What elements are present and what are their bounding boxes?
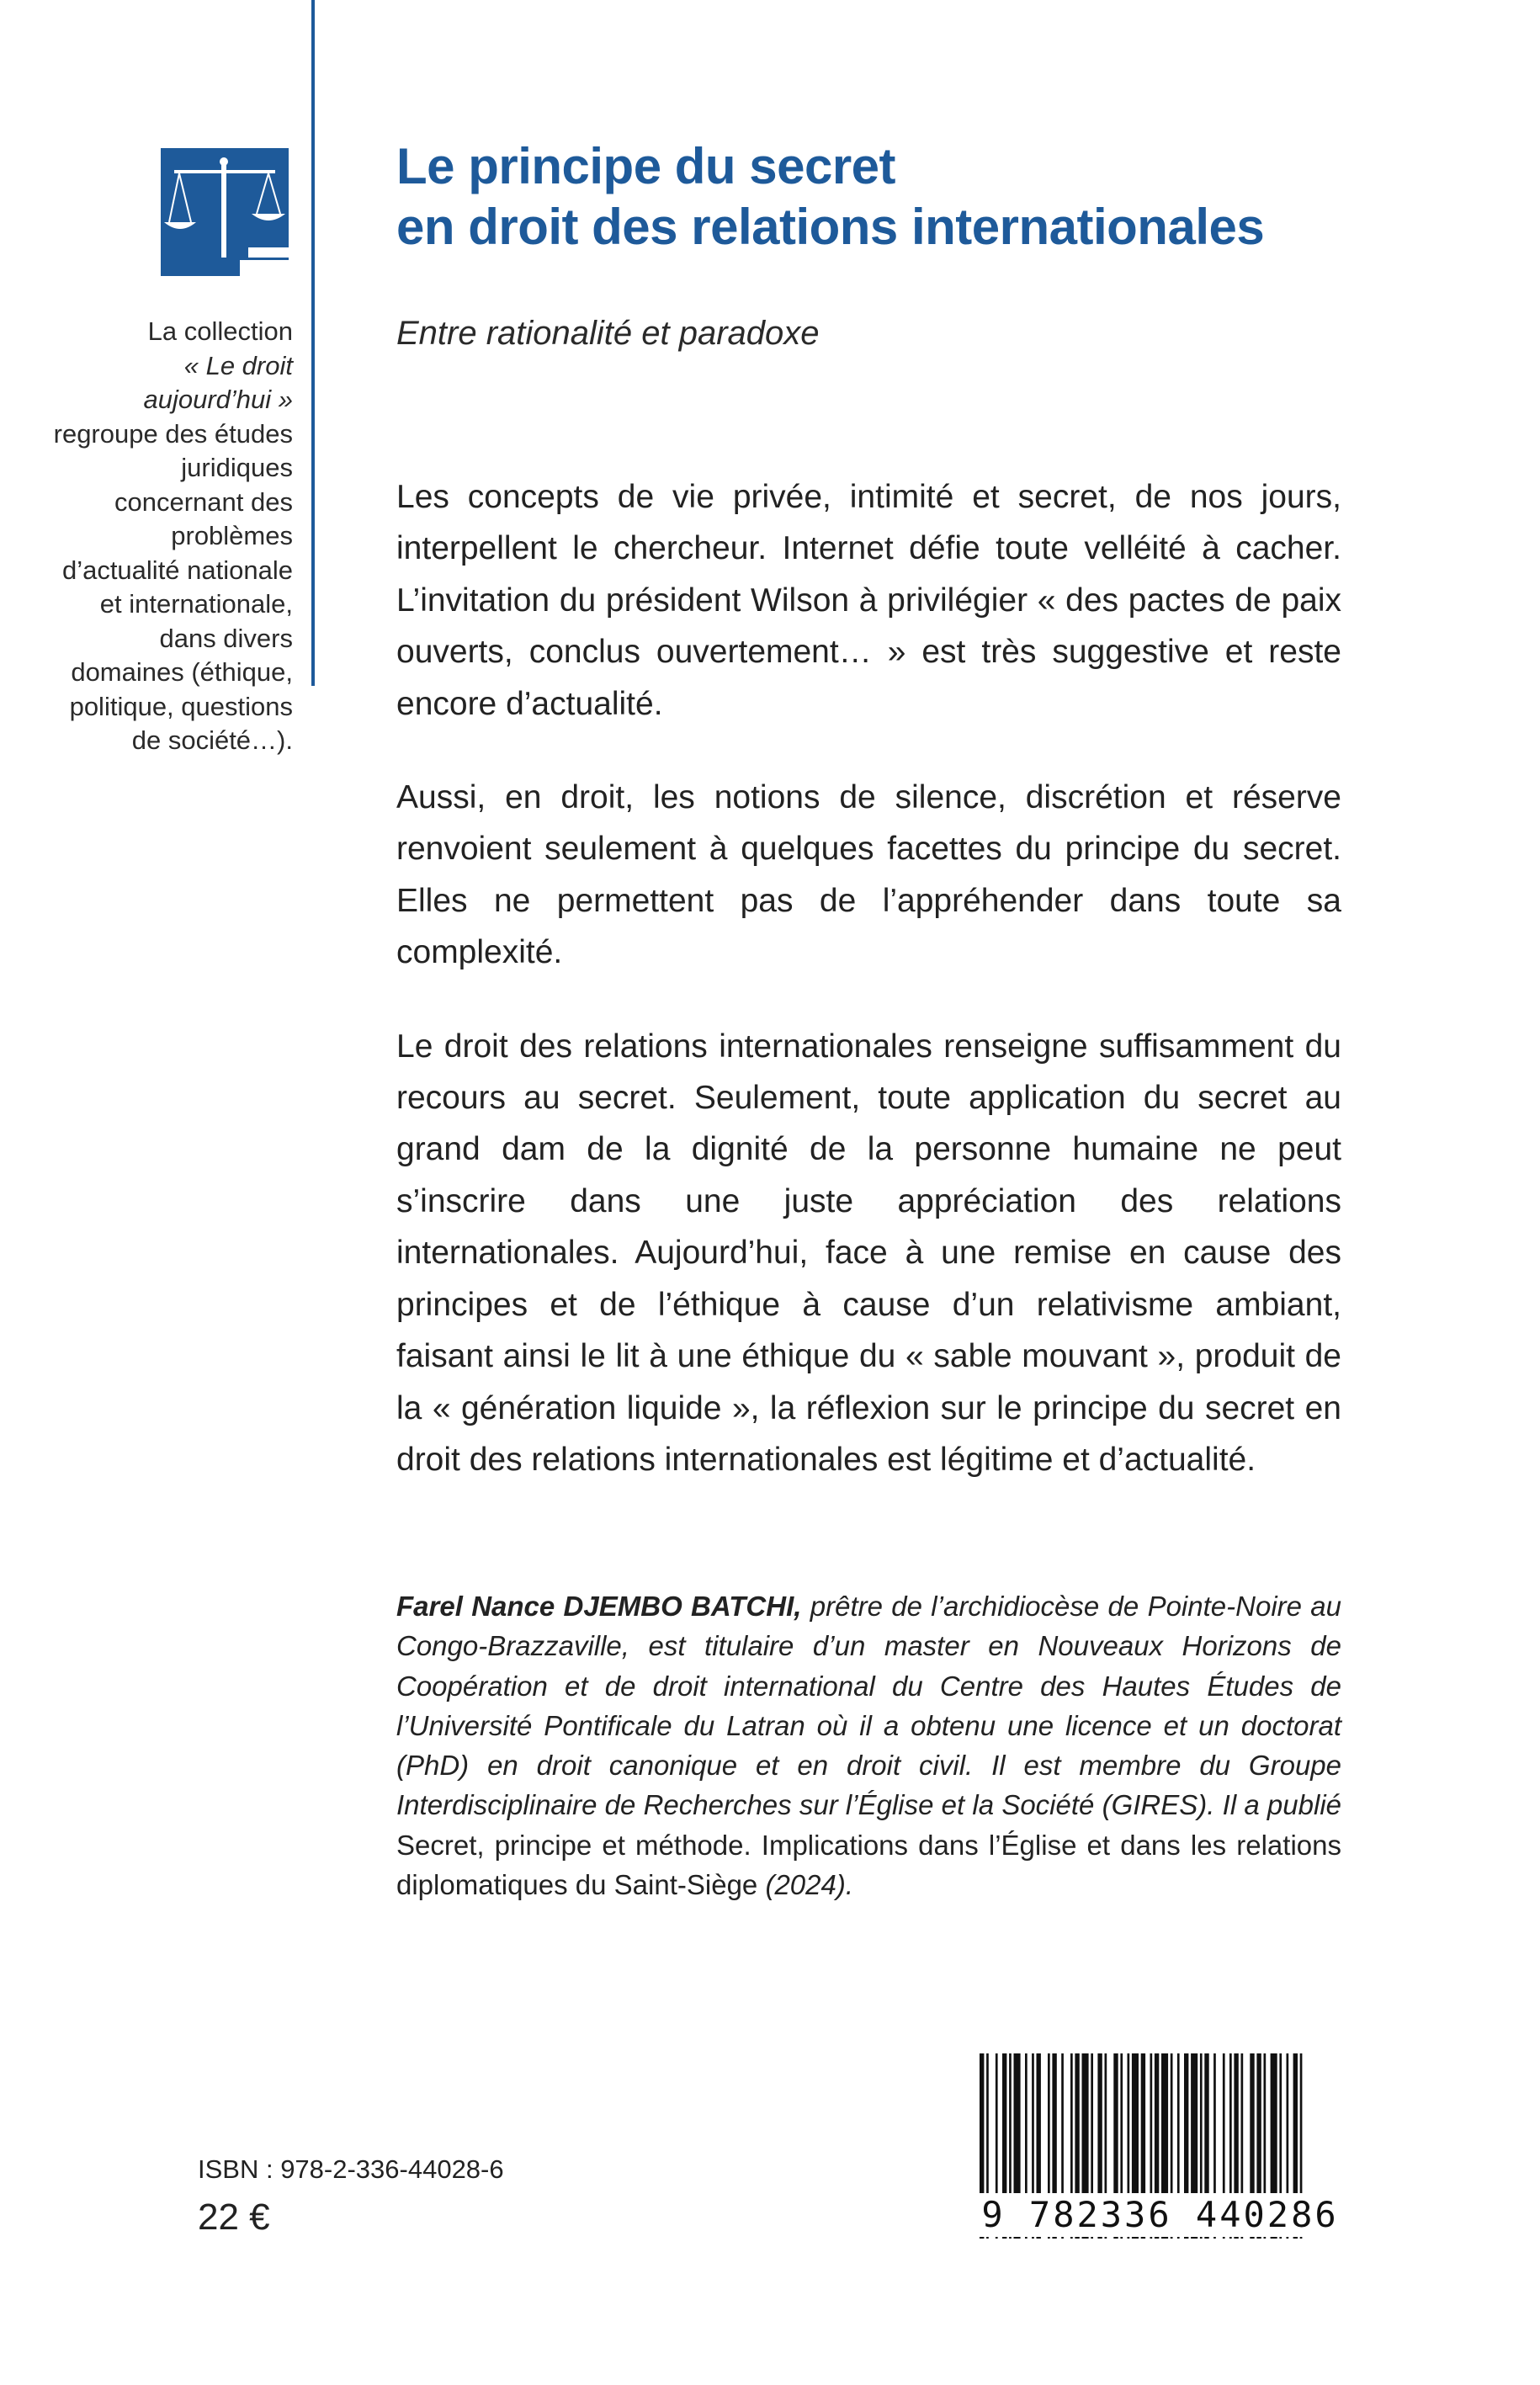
collection-name: « Le droit aujourd’hui » <box>143 350 293 414</box>
book-title <box>396 136 1490 258</box>
publication-title: Secret, principe et méthode. Implications dans l’Église et dans les relations diplomatiques du Saint-Siège <box>396 1829 1341 1901</box>
collection-intro: La collection <box>147 316 293 346</box>
collection-description <box>50 315 293 758</box>
author-bio <box>396 1586 1341 1904</box>
book-subtitle: Entre rationalité et paradoxe <box>396 315 820 352</box>
summary-text <box>396 471 1341 1527</box>
price-label: 22 € <box>198 2196 270 2238</box>
summary-paragraph-2: Aussi, en droit, les notions de silence, discrétion et réserve renvoient seulement à quelques facettes du principe du secret. Elles ne permettent pas de l’appréhender dans toute sa complexité. <box>396 779 1341 971</box>
book-title-line2: en droit des relations internationales <box>396 199 1265 255</box>
barcode-number: 9 782336 440286 <box>976 2193 1344 2237</box>
author-bio-text: prêtre de l’archidiocèse de Pointe-Noire au Congo-Brazzaville, est titulaire d’un master en Nouveaux Horizons de Coopération et de droit international du Centre des Hautes Études de l’Université Pontificale du Latran où il a obtenu une licence et un doctorat (PhD) en droit canonique et en droit civil. Il est membre du Groupe Interdisciplinaire de Recherches sur l’Église et la Société (GIRES). Il a publié <box>396 1591 1342 1821</box>
balance-scale-icon <box>161 148 289 276</box>
author-name: Farel Nance DJEMBO BATCHI, <box>396 1591 802 1622</box>
collection-summary: regroupe des études juridiques concernant des problèmes d’actualité nationale et internationale, dans divers domaines (éthique, politique, questions de société…). <box>53 418 293 755</box>
divider-line <box>311 0 315 686</box>
book-title-line1: Le principe du secret <box>396 138 896 194</box>
isbn-label: ISBN : 978-2-336-44028-6 <box>198 2154 504 2184</box>
summary-paragraph-1: Les concepts de vie privée, intimité et secret, de nos jours, interpellent le chercheur. Internet défie toute velléité à cacher. L’invitation du président Wilson à privilégier « des pactes de paix ouverts, conclus ouvertement… » est très suggestive et reste encore d’actualité. <box>396 479 1341 722</box>
publication-year: (2024). <box>757 1869 854 1901</box>
summary-paragraph-3: Le droit des relations internationales renseigne suffisamment du recours au secret. Seulement, toute application du secret au grand dam de la dignité de la personne humaine ne peut s’inscrire dans une juste appréciation des relations internationales. Aujourd’hui, face à une remise en cause des principes et de l’éthique à cause d’un relativisme ambiant, faisant ainsi le lit à une éthique du « sable mouvant », produit de la « génération liquide », la réflexion sur le principe du secret en droit des relations internationales est légitime et d’actualité. <box>396 1028 1341 1478</box>
